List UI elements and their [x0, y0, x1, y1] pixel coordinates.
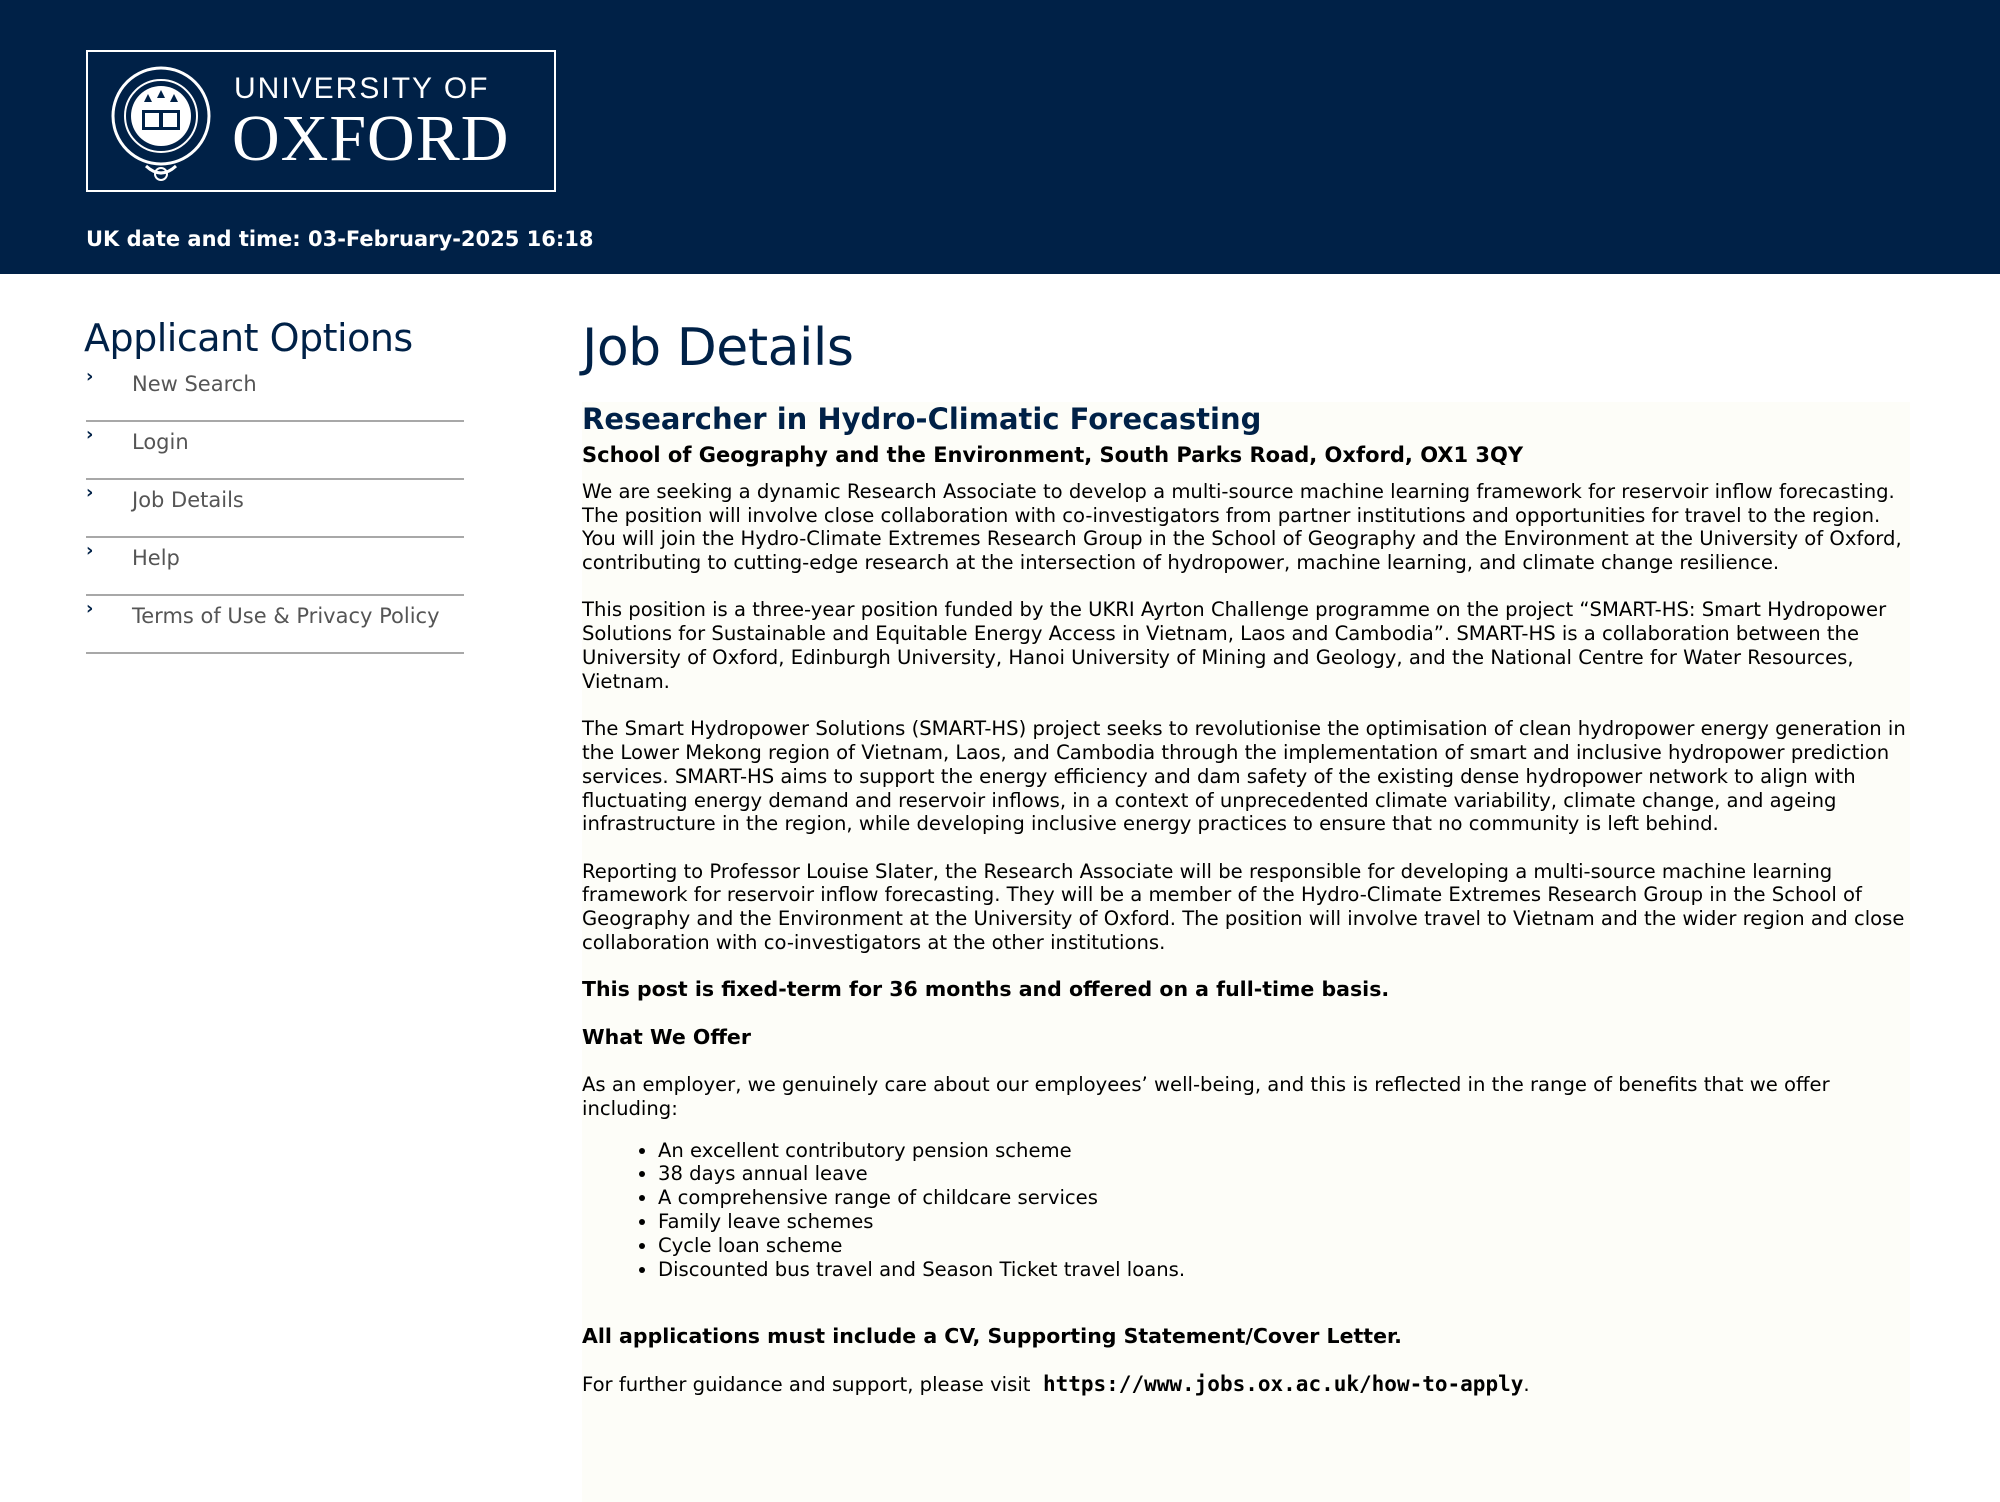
logo-text-oxford: OXFORD [232, 102, 510, 175]
logo-text-university-of: UNIVERSITY OF [234, 72, 490, 105]
applicant-options-sidebar [84, 316, 464, 654]
sidebar-item-terms-privacy[interactable] [86, 596, 464, 654]
offer-intro: As an employer, we genuinely care about our employees’ well-being, and this is reflected in the range of benefits that we offer including: [582, 1072, 1830, 1120]
oxford-crest-icon [106, 62, 216, 186]
job-paragraph-4: Reporting to Professor Louise Slater, the Research Associate will be responsible for developing a multi-source machine learning framework for reservoir inflow forecasting. They will be a member of the Hydro-Climate Extremes Research Group in the School of Geography and the Environment at the University of Oxford. The position will involve travel to Vietnam and the wider region and close collaboration with co-investigators at the other institutions. [582, 859, 1905, 955]
guidance-text [582, 1373, 1910, 1397]
sidebar-item-login[interactable] [86, 422, 464, 480]
sidebar-link-terms-privacy[interactable]: Terms of Use & Privacy Policy [132, 604, 440, 628]
chevron-right-icon: › [86, 540, 94, 561]
list-item: • 38 days annual leave [658, 1162, 1910, 1186]
site-header [0, 0, 2000, 274]
list-item: • An excellent contributory pension scheme [658, 1139, 1910, 1163]
main-content [582, 316, 1910, 1396]
sidebar-item-job-details[interactable] [86, 480, 464, 538]
list-item: • Family leave schemes [658, 1210, 1910, 1234]
applications-note: All applications must include a CV, Supporting Statement/Cover Letter. [582, 1324, 1402, 1349]
sidebar-link-job-details[interactable]: Job Details [132, 488, 244, 512]
sidebar-link-help[interactable]: Help [132, 546, 180, 570]
list-item: • Discounted bus travel and Season Ticket travel loans. [658, 1258, 1910, 1282]
university-logo[interactable] [86, 50, 556, 192]
job-paragraph-2: This position is a three-year position funded by the UKRI Ayrton Challenge programme on the project “SMART-HS: Smart Hydropower Solutions for Sustainable and Equitable Energy Access in Vietnam, Laos and Cambodia”. SMART-HS is a collaboration between the University of Oxford, Edinburgh University, Hanoi University of Mining and Geology, and the National Centre for Water Resources, Vietnam. [582, 598, 1887, 693]
what-we-offer-heading: What We Offer [582, 1024, 751, 1049]
page-title: Job Details [582, 318, 854, 378]
uk-datetime: UK date and time: 03-February-2025 16:18 [86, 227, 594, 251]
guidance-suffix: . [1523, 1372, 1530, 1396]
sidebar-link-login[interactable]: Login [132, 430, 189, 454]
job-details-panel [582, 402, 1910, 1502]
job-title: Researcher in Hydro-Climatic Forecasting [582, 402, 1262, 436]
chevron-right-icon: › [86, 424, 94, 445]
sidebar-item-new-search[interactable] [86, 364, 464, 422]
chevron-right-icon: › [86, 366, 94, 387]
job-location: School of Geography and the Environment, South Parks Road, Oxford, OX1 3QY [582, 443, 1524, 467]
list-item: • A comprehensive range of childcare services [658, 1186, 1910, 1210]
guidance-prefix: For further guidance and support, please visit [582, 1372, 1031, 1396]
job-description [582, 402, 1910, 1420]
sidebar-heading: Applicant Options [84, 316, 413, 360]
benefits-list [582, 1139, 1910, 1282]
how-to-apply-link[interactable]: https://www.jobs.ox.ac.uk/how-to-apply [1042, 1371, 1524, 1396]
job-paragraph-1: We are seeking a dynamic Research Associate to develop a multi-source machine learning framework for reservoir inflow forecasting. The position will involve close collaboration with co-investigators from partner institutions and opportunities for travel to the region. You will join the Hydro-Climate Extremes Research Group in the School of Geography and the Environment at the University of Oxford, contributing to cutting-edge research at the intersection of hydropower, machine learning, and climate change resilience. [582, 479, 1902, 575]
sidebar-item-help[interactable] [86, 538, 464, 596]
list-item: • Cycle loan scheme [658, 1234, 1910, 1258]
chevron-right-icon: › [86, 482, 94, 503]
sidebar-link-new-search[interactable]: New Search [132, 372, 257, 396]
chevron-right-icon: › [86, 598, 94, 619]
contract-terms: This post is fixed-term for 36 months and offered on a full-time basis. [582, 977, 1390, 1002]
job-paragraph-3: The Smart Hydropower Solutions (SMART-HS) project seeks to revolutionise the optimisation of clean hydropower energy generation in the Lower Mekong region of Vietnam, Laos, and Cambodia through the implementation of smart and inclusive hydropower prediction services. SMART-HS aims to support the energy efficiency and dam safety of the existing dense hydropower network to align with fluctuating energy demand and reservoir inflows, in a context of unprecedented climate variability, climate change, and ageing infrastructure in the region, while developing inclusive energy practices to ensure that no community is left behind. [582, 717, 1906, 836]
